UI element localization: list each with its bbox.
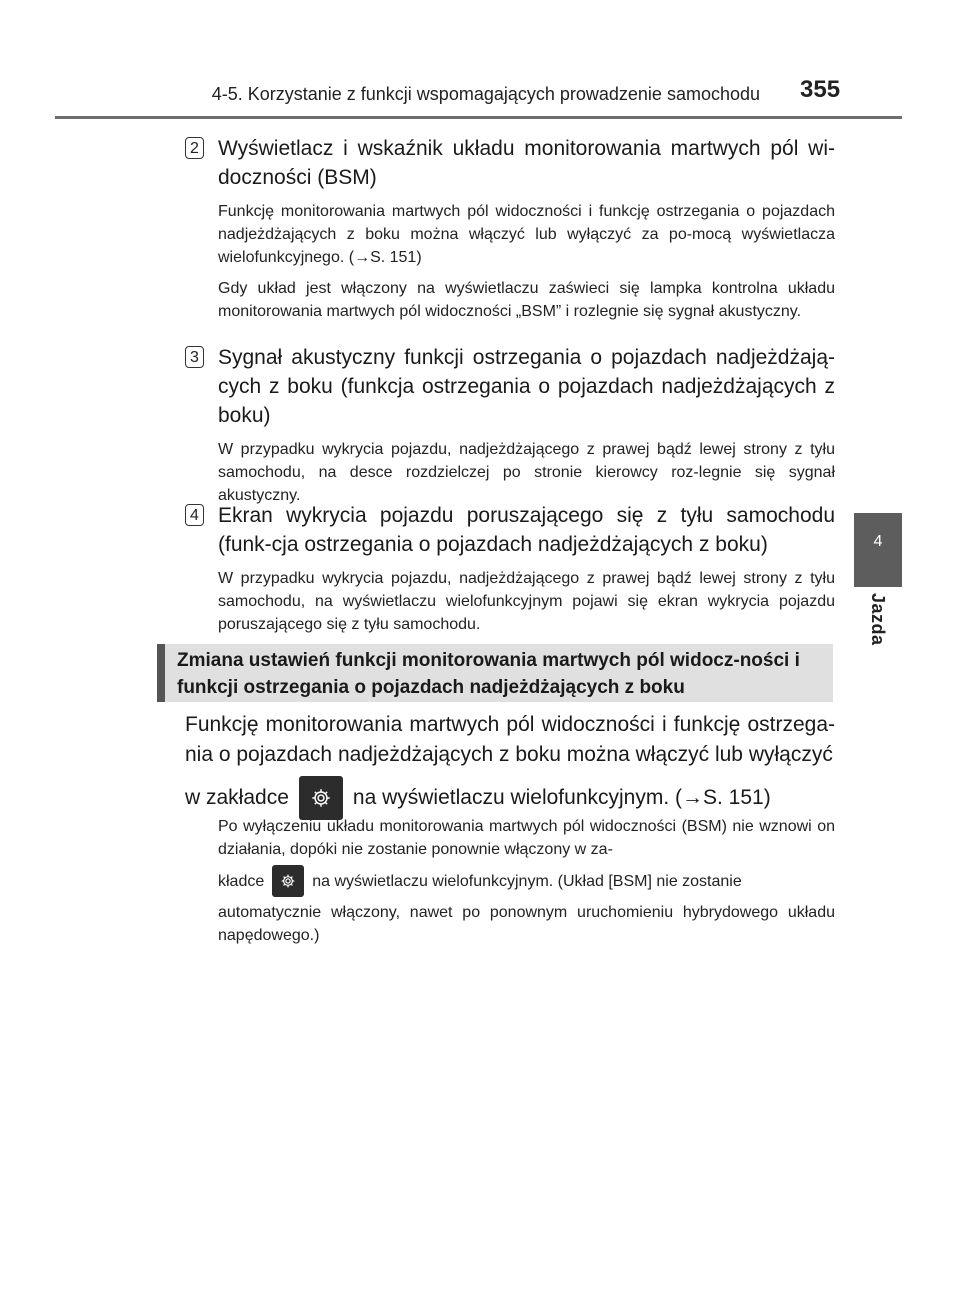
intro-after-icon: na wyświetlaczu wielofunkcyjnym. (→S. 151) [352, 786, 771, 809]
item-paragraph: Gdy układ jest włączony na wyświetlaczu zaświeci się lampka kontrolna układu monitorowania martwych pól widoczności „BSM” i rozlegnie się sygnał akustyczny. [218, 280, 835, 320]
chapter-label: Jazda [868, 593, 888, 646]
section-intro [185, 710, 835, 820]
gear-icon [272, 865, 304, 897]
note-text-end: automatycznie włączony, nawet po ponownym uruchomieniu hybrydowego układu napędowego.) [218, 904, 835, 944]
intro-text: Funkcję monitorowania martwych pól widoczności i funkcję ostrzega-nia o pojazdach nadjeżdżających z boku można włączyć lub wyłączyć [185, 713, 835, 766]
item-body [218, 200, 835, 323]
item-paragraph: W przypadku wykrycia pojazdu, nadjeżdżającego z prawej bądź lewej strony z tyłu samochodu, na wyświetlaczu wielofunkcyjnym pojawi się ekran wykrycia pojazdu poruszającego się z tyłu samochodu. [218, 570, 835, 633]
note-text: Po wyłączeniu układu monitorowania martwych pól widoczności (BSM) nie wznowi on działania, dopóki nie zostanie ponownie włączony w za- [218, 818, 835, 858]
item-heading: Sygnał akustyczny funkcji ostrzegania o pojazdach nadjeżdżają-cych z boku (funkcja ostrzegania o pojazdach nadjeżdżających z boku) [218, 346, 835, 427]
list-item [185, 134, 835, 331]
item-body [218, 438, 835, 507]
item-number-badge: 2 [185, 137, 204, 159]
header-rule [55, 116, 902, 119]
section-banner: Zmiana ustawień funkcji monitorowania martwych pól widocz-ności i funkcji ostrzegania o pojazdach nadjeżdżających z boku [157, 644, 833, 702]
header-section-title: 4-5. Korzystanie z funkcji wspomagających prowadzenie samochodu [211, 84, 760, 104]
chapter-tab: 4 [854, 513, 902, 587]
page-number: 355 [800, 76, 841, 103]
item-number-badge: 4 [185, 504, 204, 526]
gear-icon [299, 776, 343, 820]
item-body [218, 567, 835, 636]
list-item [185, 501, 835, 644]
note-icon-line [218, 865, 835, 897]
item-number-badge: 3 [185, 346, 204, 368]
item-heading: Wyświetlacz i wskaźnik układu monitorowania martwych pól wi-doczności (BSM) [218, 137, 835, 189]
intro-before-icon: w zakładce [185, 786, 289, 809]
list-item [185, 343, 835, 515]
item-heading: Ekran wykrycia pojazdu poruszającego się z tyłu samochodu (funk-cja ostrzegania o pojazdach nadjeżdżających z boku) [218, 504, 835, 556]
section-note [218, 815, 835, 947]
item-paragraph: Funkcję monitorowania martwych pól widoczności i funkcję ostrzegania o pojazdach nadjeżdżających z boku można włączyć lub wyłączyć za po-mocą wyświetlacza wielofunkcyjnego. (→S. 151) [218, 203, 835, 266]
note-before-icon: kładce [218, 872, 265, 890]
item-paragraph: W przypadku wykrycia pojazdu, nadjeżdżającego z prawej bądź lewej strony z tyłu samochodu, na desce rozdzielczej po stronie kierowcy roz-legnie się sygnał akustyczny. [218, 441, 835, 504]
note-after-icon: na wyświetlaczu wielofunkcyjnym. (Układ [BSM] nie zostanie [312, 872, 742, 890]
intro-icon-line [185, 776, 835, 820]
